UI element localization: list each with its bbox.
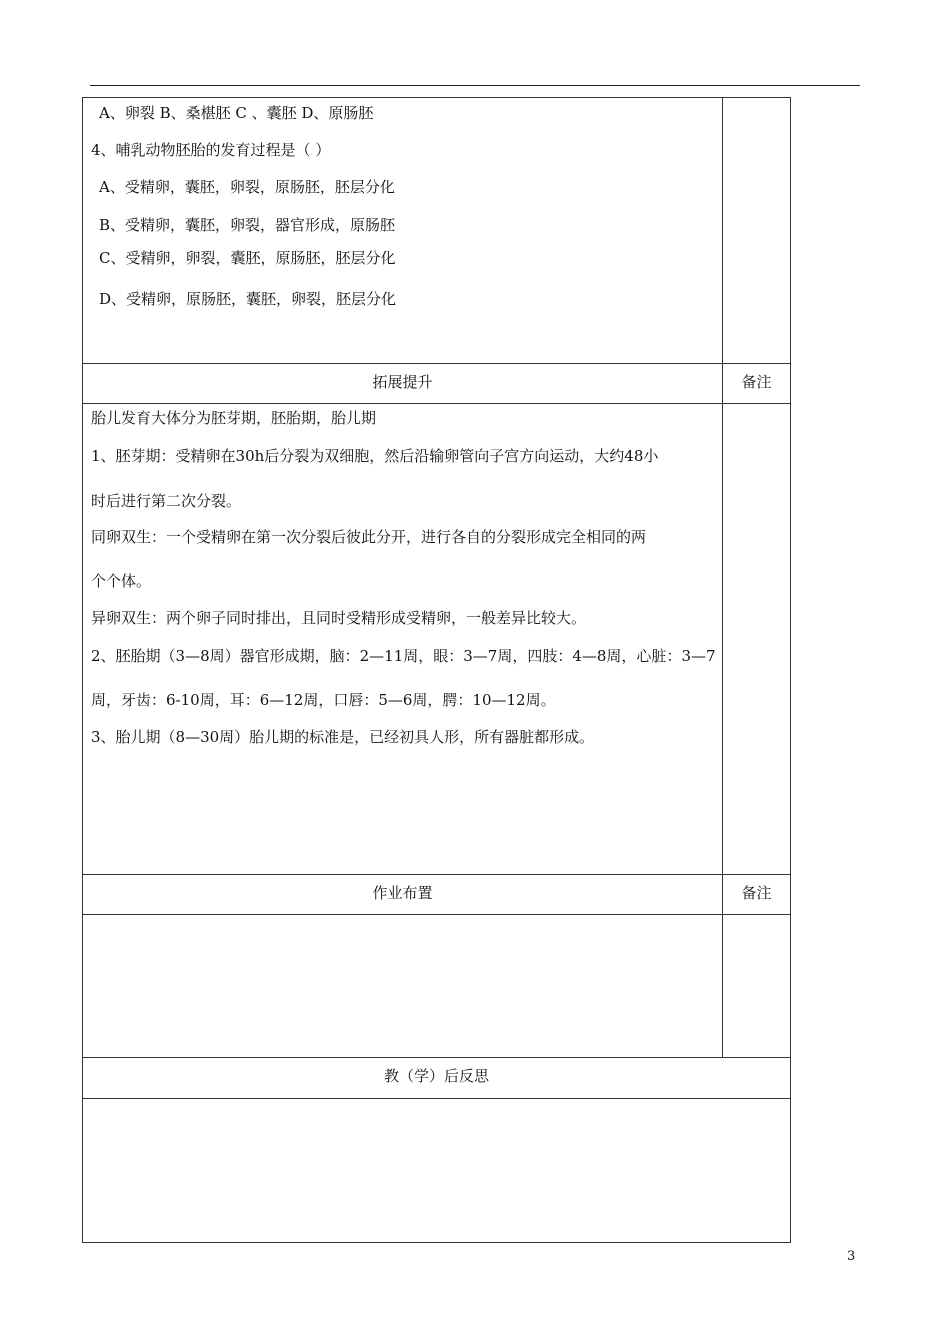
identical-twins-cont: 个个体。 <box>91 572 152 590</box>
header-rule <box>90 85 860 86</box>
identical-twins: 同卵双生：一个受精卵在第一次分裂后彼此分开，进行各自的分裂形成完全相同的两 <box>91 528 647 546</box>
questions-cell <box>83 98 723 364</box>
homework-content-row <box>83 915 791 1058</box>
extension-header-row <box>83 364 791 404</box>
reflection-content-row <box>83 1099 791 1243</box>
question-4-option-c: C、受精卵，卵裂，囊胚，原肠胚，胚层分化 <box>99 249 396 267</box>
question-3-options: A、卵裂 B、桑椹胚 C 、囊胚 D、原肠胚 <box>99 104 374 122</box>
question-4-option-b: B、受精卵，囊胚，卵裂，器官形成，原肠胚 <box>99 216 396 234</box>
homework-header-row <box>83 875 791 915</box>
embryonic-stage: 2、胚胎期（3—8周）器官形成期，脑：2—11周，眼：3—7周，四肢：4—8周，心脏：3—7 <box>91 647 716 665</box>
extension-content-row <box>83 404 791 875</box>
fraternal-twins: 异卵双生：两个卵子同时排出，且同时受精形成受精卵，一般差异比较大。 <box>91 609 587 627</box>
extension-note-label: 备注 <box>741 373 772 391</box>
question-4: 4、哺乳动物胚胎的发育过程是（ ） <box>91 141 331 159</box>
reflection-content-cell <box>83 1099 791 1243</box>
homework-note-label: 备注 <box>741 884 772 902</box>
extension-content-cell <box>83 404 723 875</box>
question-4-option-a: A、受精卵，囊胚，卵裂，原肠胚，胚层分化 <box>99 178 395 196</box>
questions-note-cell <box>723 98 791 364</box>
embryonic-stage-cont: 周，牙齿：6-10周，耳：6—12周，口唇：5—6周，腭：10—12周。 <box>91 691 556 709</box>
reflection-header-row <box>83 1058 791 1099</box>
extension-title: 拓展提升 <box>372 373 433 391</box>
question-4-option-d: D、受精卵，原肠胚，囊胚，卵裂，胚层分化 <box>99 290 397 308</box>
reflection-title: 教（学）后反思 <box>383 1067 489 1085</box>
fetal-stage: 3、胎儿期（8—30周）胎儿期的标准是，已经初具人形，所有器脏都形成。 <box>91 728 595 746</box>
germinal-stage: 1、胚芽期：受精卵在30h后分裂为双细胞，然后沿输卵管向子宫方向运动，大约48小 <box>91 447 659 465</box>
homework-note-cell <box>723 915 791 1058</box>
germinal-stage-cont: 时后进行第二次分裂。 <box>91 492 242 510</box>
fetal-stages-intro: 胎儿发育大体分为胚芽期，胚胎期，胎儿期 <box>91 409 377 427</box>
questions-row <box>83 98 791 364</box>
extension-note-cell <box>723 404 791 875</box>
page-number: 3 <box>847 1249 856 1264</box>
homework-title: 作业布置 <box>372 884 433 902</box>
lesson-plan-table <box>82 97 791 1243</box>
homework-content-cell <box>83 915 723 1058</box>
